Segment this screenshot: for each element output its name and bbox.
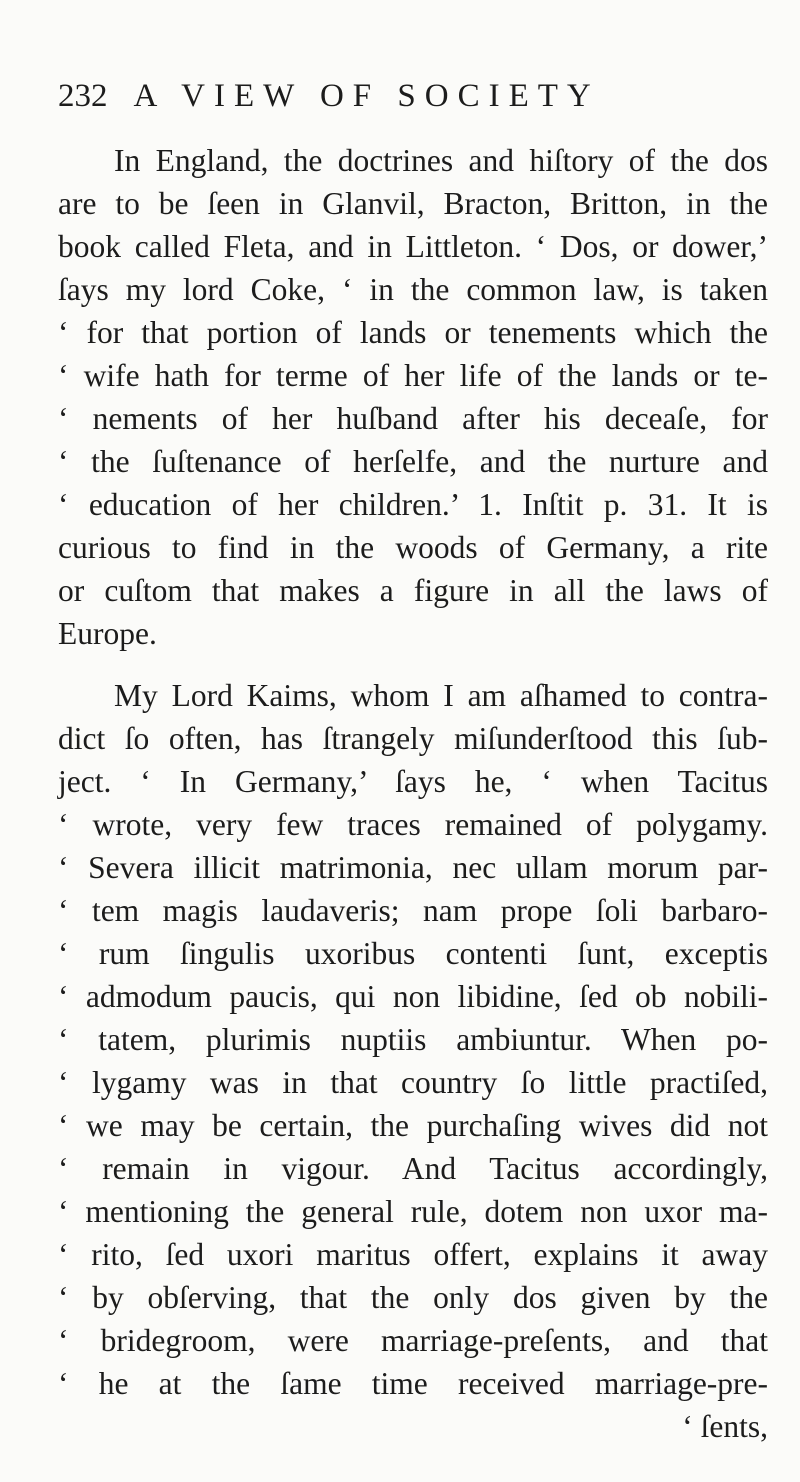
text-line: dict ſo often, has ſtrangely miſunderſtood this ſub- — [58, 721, 768, 756]
text-line: ‘ by obſerving, that the only dos given by the — [58, 1280, 768, 1315]
text-line: ‘ for that portion of lands or tenements which the — [58, 315, 768, 350]
text-line: ‘ remain in vigour. And Tacitus accordingly, — [58, 1151, 768, 1186]
page-number: 232 — [58, 78, 108, 114]
text-line: ‘ he at the ſame time received marriage-pre- — [58, 1366, 768, 1401]
text-line: ‘ education of her children.’ 1. Inſtit p. 31. It is — [58, 487, 768, 522]
text-line: ‘ wife hath for terme of her life of the lands or te- — [58, 358, 768, 393]
text-line: or cuſtom that makes a figure in all the laws of — [58, 573, 768, 608]
text-line: My Lord Kaims, whom I am aſhamed to contra- — [114, 678, 768, 713]
text-line: Europe. — [58, 616, 157, 651]
text-line: book called Fleta, and in Littleton. ‘ Dos, or dower,’ — [58, 229, 768, 264]
text-line: ‘ rum ſingulis uxoribus contenti ſunt, exceptis — [58, 936, 768, 971]
text-line: In England, the doctrines and hiſtory of the dos — [114, 143, 768, 178]
text-line: ‘ mentioning the general rule, dotem non uxor ma- — [58, 1194, 768, 1229]
text-line: ſays my lord Coke, ‘ in the common law, is taken — [58, 272, 768, 307]
running-title: A VIEW OF SOCIETY — [133, 78, 600, 114]
text-line: ‘ Severa illicit matrimonia, nec ullam morum par- — [58, 850, 768, 885]
running-header — [58, 78, 748, 115]
text-line: ‘ we may be certain, the purchaſing wives did not — [58, 1108, 768, 1143]
text-line: ‘ rito, ſed uxori maritus offert, explains it away — [58, 1237, 768, 1272]
text-line: ‘ nements of her huſband after his deceaſe, for — [58, 401, 768, 436]
text-line: ‘ the ſuſtenance of herſelfe, and the nurture and — [58, 444, 768, 479]
text-line: ject. ‘ In Germany,’ ſays he, ‘ when Tacitus — [58, 764, 768, 799]
text-line: ‘ admodum paucis, qui non libidine, ſed ob nobili- — [58, 979, 768, 1014]
text-line: ‘ ſents, — [682, 1409, 768, 1444]
text-line: curious to find in the woods of Germany, a rite — [58, 530, 768, 565]
text-line: ‘ tatem, plurimis nuptiis ambiuntur. When po- — [58, 1022, 768, 1057]
text-line: are to be ſeen in Glanvil, Bracton, Britton, in the — [58, 186, 768, 221]
text-line: ‘ lygamy was in that country ſo little practiſed, — [58, 1065, 768, 1100]
text-line: ‘ bridegroom, were marriage-preſents, and that — [58, 1323, 768, 1358]
text-line: ‘ wrote, very few traces remained of polygamy. — [58, 807, 768, 842]
text-line: ‘ tem magis laudaveris; nam prope ſoli barbaro- — [58, 893, 768, 928]
